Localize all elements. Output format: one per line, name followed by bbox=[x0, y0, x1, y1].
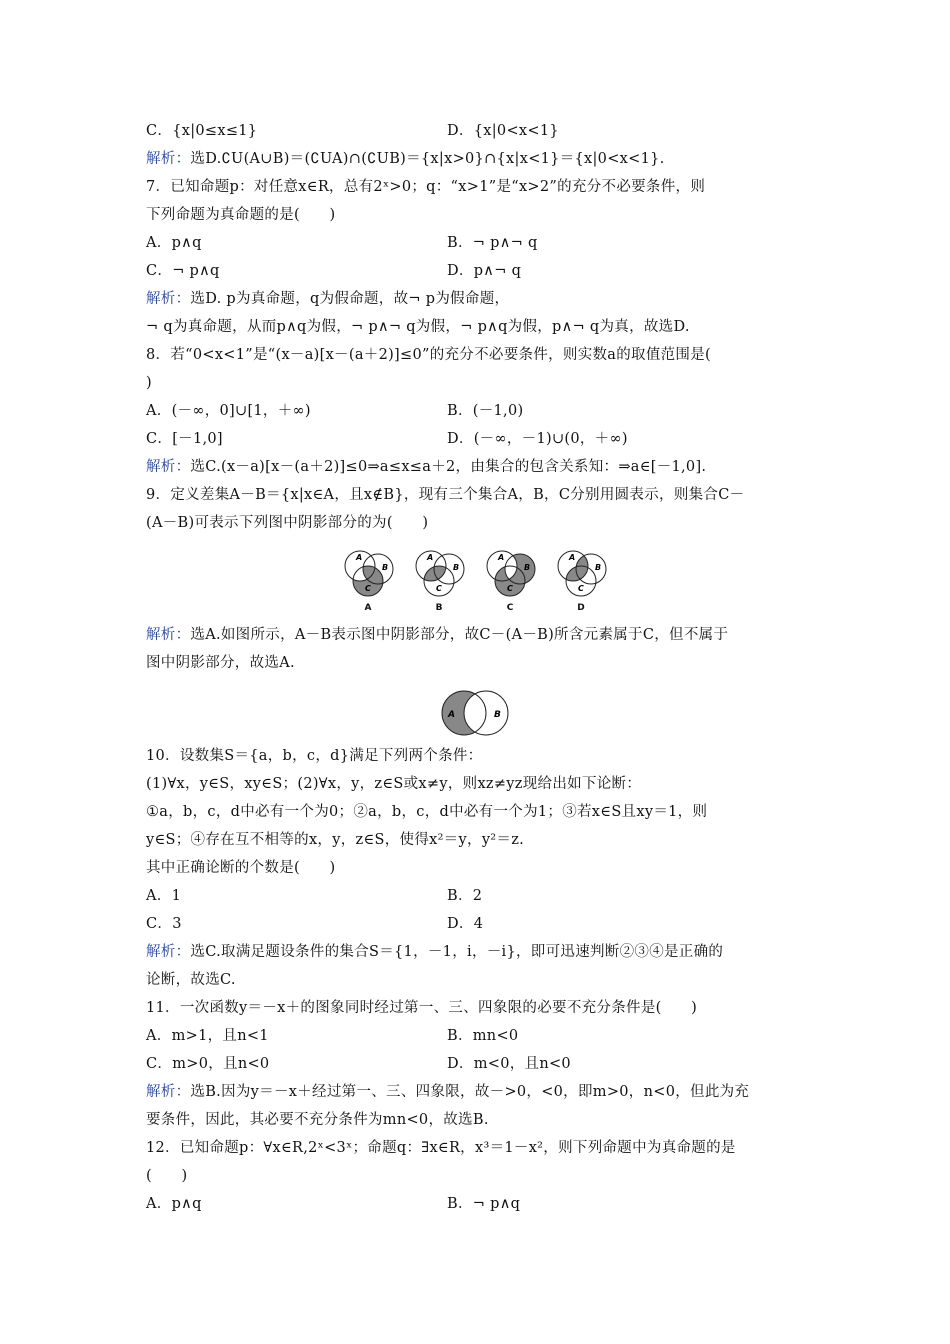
option-c-q10: C．3 bbox=[146, 916, 182, 932]
circle-letter-b: B bbox=[595, 563, 602, 572]
question-9-cont: (A－B)可表示下列图中阴影部分的为( ) bbox=[146, 515, 429, 531]
option-b-q7: B．¬ p∧¬ q bbox=[447, 235, 538, 251]
question-12: 12．已知命题p：∀x∈R,2ˣ<3ˣ；命题q：∃x∈R，x³＝1－x²，则下列命题中为真命题的是 bbox=[146, 1140, 736, 1156]
analysis-label: 解析： bbox=[146, 291, 191, 307]
option-b-q8: B．(－1,0) bbox=[447, 403, 524, 419]
analysis-label: 解析： bbox=[146, 151, 191, 167]
circle-letter-c: C bbox=[365, 584, 371, 593]
option-c-q7: C．¬ p∧q bbox=[146, 263, 220, 279]
circle-letter-c: C bbox=[578, 584, 584, 593]
circle-letter-b: B bbox=[524, 563, 531, 572]
circle-letter-b: B bbox=[382, 563, 389, 572]
option-a-q10: A．1 bbox=[146, 888, 182, 904]
venn-option-a bbox=[340, 543, 396, 619]
venn-option-c bbox=[482, 543, 538, 619]
circle-letter-b: B bbox=[453, 563, 460, 572]
option-a-q12: A．p∧q bbox=[146, 1196, 202, 1212]
question-10-cond: (1)∀x，y∈S，xy∈S；(2)∀x，y，z∈S或x≠y，则xz≠yz现给出如下论断： bbox=[146, 776, 642, 792]
option-c-q11: C．m>0，且n<0 bbox=[146, 1056, 270, 1072]
analysis-q10-cont: 论断，故选C. bbox=[146, 972, 236, 988]
venn-d-svg bbox=[553, 543, 609, 601]
question-7: 7．已知命题p：对任意x∈R，总有2ˣ>0；q：“x>1”是“x>2”的充分不必要条件，则 bbox=[146, 179, 706, 195]
analysis-q9 bbox=[146, 625, 728, 645]
circle-letter-a: A bbox=[498, 553, 505, 562]
venn-options-figure bbox=[340, 543, 612, 619]
option-a-q8: A．(－∞，0]∪[1，＋∞) bbox=[146, 403, 311, 419]
option-d-q8: D．(－∞，－1)∪(0，＋∞) bbox=[447, 431, 628, 447]
question-12-cont: ( ) bbox=[146, 1168, 188, 1184]
venn-label-c: C bbox=[506, 603, 514, 613]
option-d-q7: D．p∧¬ q bbox=[447, 263, 522, 279]
option-b-q10: B．2 bbox=[447, 888, 483, 904]
option-c-q8: C．[－1,0] bbox=[146, 431, 223, 447]
analysis-label: 解析： bbox=[146, 459, 191, 475]
analysis-label: 解析： bbox=[146, 627, 191, 643]
option-d-q11: D．m<0，且n<0 bbox=[447, 1056, 571, 1072]
analysis-text: 选B.因为y＝－x＋经过第一、三、四象限，故－>0，<0，即m>0，n<0，但此为充 bbox=[190, 1084, 750, 1100]
question-9: 9．定义差集A－B＝{x|x∈A，且x∉B}，现有三个集合A，B，C分别用圆表示，则集合C－ bbox=[146, 487, 745, 503]
venn-two-circle-svg bbox=[440, 688, 512, 738]
venn-a-minus-b-figure bbox=[440, 688, 512, 738]
analysis-q7 bbox=[146, 289, 509, 309]
option-a-q7: A．p∧q bbox=[146, 235, 202, 251]
question-8-cont: ) bbox=[146, 375, 152, 391]
analysis-label: 解析： bbox=[146, 1084, 191, 1100]
question-8: 8．若“0<x<1”是“(x－a)[x－(a＋2)]≤0”的充分不必要条件，则实数a的取值范围是( bbox=[146, 347, 711, 363]
analysis-q10 bbox=[146, 942, 723, 962]
circle-letter-a: A bbox=[569, 553, 576, 562]
option-d-q10: D．4 bbox=[447, 916, 484, 932]
option-d-q6: D．{x|0<x<1} bbox=[447, 123, 559, 139]
circle-letter-a: A bbox=[356, 553, 363, 562]
analysis-q9-cont: 图中阴影部分，故选A. bbox=[146, 655, 295, 671]
analysis-text: 选D. p为真命题，q为假命题，故¬ p为假命题， bbox=[190, 291, 510, 307]
question-10-ask: 其中正确论断的个数是( ) bbox=[146, 860, 336, 876]
analysis-text: 选A.如图所示，A－B表示图中阴影部分，故C－(A－B)所含元素属于C，但不属于 bbox=[190, 627, 729, 643]
circle-letter-a: A bbox=[448, 710, 455, 720]
analysis-text: 选C.取满足题设条件的集合S＝{1，－1，i，－i}，即可迅速判断②③④是正确的 bbox=[190, 944, 724, 960]
question-10-claims-cont: y∈S；④存在互不相等的x，y，z∈S，使得x²＝y，y²＝z. bbox=[146, 832, 525, 848]
question-7-cont: 下列命题为真命题的是( ) bbox=[146, 207, 336, 223]
analysis-text: 选C.(x－a)[x－(a＋2)]≤0⇒a≤x≤a＋2，由集合的包含关系知：⇒a∈[－1,0]. bbox=[190, 459, 707, 475]
venn-a-svg bbox=[340, 543, 396, 601]
option-a-q11: A．m>1，且n<1 bbox=[146, 1028, 269, 1044]
option-c-q6: C．{x|0≤x≤1} bbox=[146, 123, 258, 139]
circle-letter-c: C bbox=[507, 584, 513, 593]
option-b-q12: B．¬ p∧q bbox=[447, 1196, 521, 1212]
analysis-q7-cont: ¬ q为真命题，从而p∧q为假，¬ p∧¬ q为假，¬ p∧q为假，p∧¬ q为真，故选D. bbox=[146, 319, 690, 335]
circle-letter-c: C bbox=[436, 584, 442, 593]
analysis-q11-cont: 要条件，因此，其必要不充分条件为mn<0，故选B. bbox=[146, 1112, 489, 1128]
analysis-text: 选D.∁U(A∪B)＝(∁UA)∩(∁UB)＝{x|x>0}∩{x|x<1}＝{x|0<x<1}. bbox=[190, 151, 665, 167]
venn-label-b: B bbox=[435, 603, 443, 613]
question-10: 10．设数集S＝{a，b，c，d}满足下列两个条件： bbox=[146, 748, 483, 764]
venn-option-b bbox=[411, 543, 467, 619]
circle-letter-b: B bbox=[494, 710, 501, 720]
analysis-q8 bbox=[146, 457, 706, 477]
venn-option-d bbox=[553, 543, 609, 619]
analysis-q6 bbox=[146, 149, 665, 169]
analysis-q11 bbox=[146, 1082, 749, 1102]
venn-c-svg bbox=[482, 543, 538, 601]
option-b-q11: B．mn<0 bbox=[447, 1028, 519, 1044]
venn-b-svg bbox=[411, 543, 467, 601]
venn-label-d: D bbox=[577, 603, 585, 613]
venn-label-a: A bbox=[364, 603, 372, 613]
circle-letter-a: A bbox=[427, 553, 434, 562]
question-11: 11．一次函数y＝－x＋的图象同时经过第一、三、四象限的必要不充分条件是( ) bbox=[146, 1000, 698, 1016]
question-10-claims: ①a，b，c，d中必有一个为0；②a，b，c，d中必有一个为1；③若x∈S且xy＝1，则 bbox=[146, 804, 708, 820]
analysis-label: 解析： bbox=[146, 944, 191, 960]
